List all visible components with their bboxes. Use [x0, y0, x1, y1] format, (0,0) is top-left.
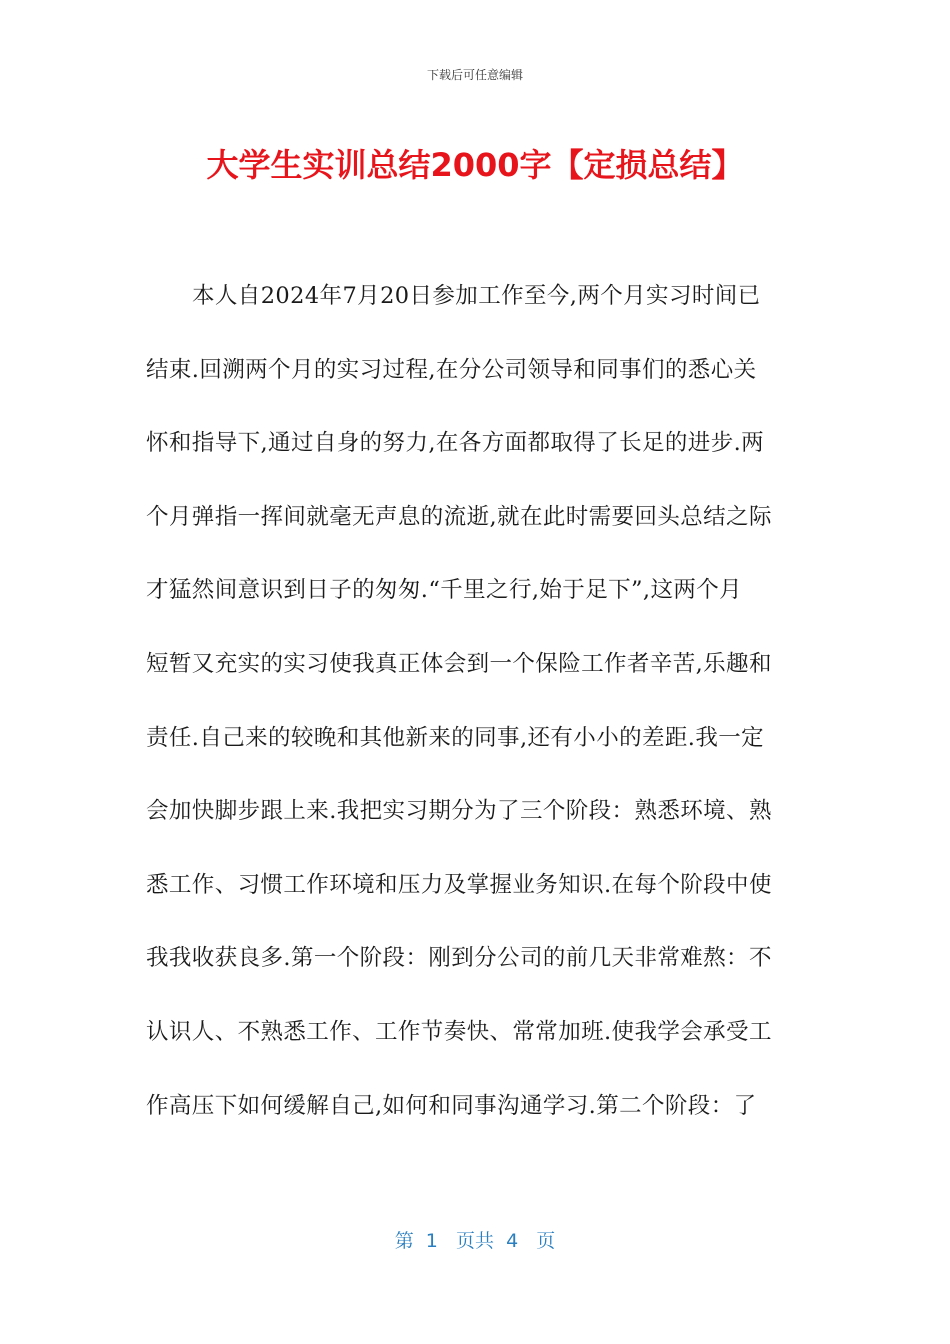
body-text [146, 276, 806, 1159]
body-line: 短暂又充实的实习使我真正体会到一个保险工作者辛苦,乐趣和 [146, 650, 772, 677]
document-title: 大学生实训总结2000字【定损总结】 [206, 146, 744, 184]
body-line: 怀和指导下,通过自身的努力,在各方面都取得了长足的进步.两 [146, 430, 765, 457]
body-line: 结束.回溯两个月的实习过程,在分公司领导和同事们的悉心关 [146, 356, 757, 383]
body-line: 会加快脚步跟上来.我把实习期分为了三个阶段：熟悉环境、熟 [146, 798, 772, 825]
header-note: 下载后可任意编辑 [426, 68, 523, 82]
body-line: 悉工作、习惯工作环境和压力及掌握业务知识.在每个阶段中使 [146, 871, 772, 898]
body-line: 个月弹指一挥间就毫无声息的流逝,就在此时需要回头总结之际 [146, 503, 772, 530]
body-line: 才猛然间意识到日子的匆匆.“千里之行,始于足下”,这两个月 [146, 577, 743, 604]
body-line: 作高压下如何缓解自己,如何和同事沟通学习.第二个阶段：了 [146, 1092, 757, 1119]
page-footer: 第 1 页共 4 页 [394, 1230, 556, 1252]
body-line: 本人自2024年7月20日参加工作至今,两个月实习时间已 [192, 283, 761, 309]
body-line: 责任.自己来的较晚和其他新来的同事,还有小小的差距.我一定 [146, 724, 765, 751]
body-line: 我我收获良多.第一个阶段：刚到分公司的前几天非常难熬：不 [146, 945, 772, 972]
body-line: 认识人、不熟悉工作、工作节奏快、常常加班.使我学会承受工 [146, 1018, 772, 1045]
